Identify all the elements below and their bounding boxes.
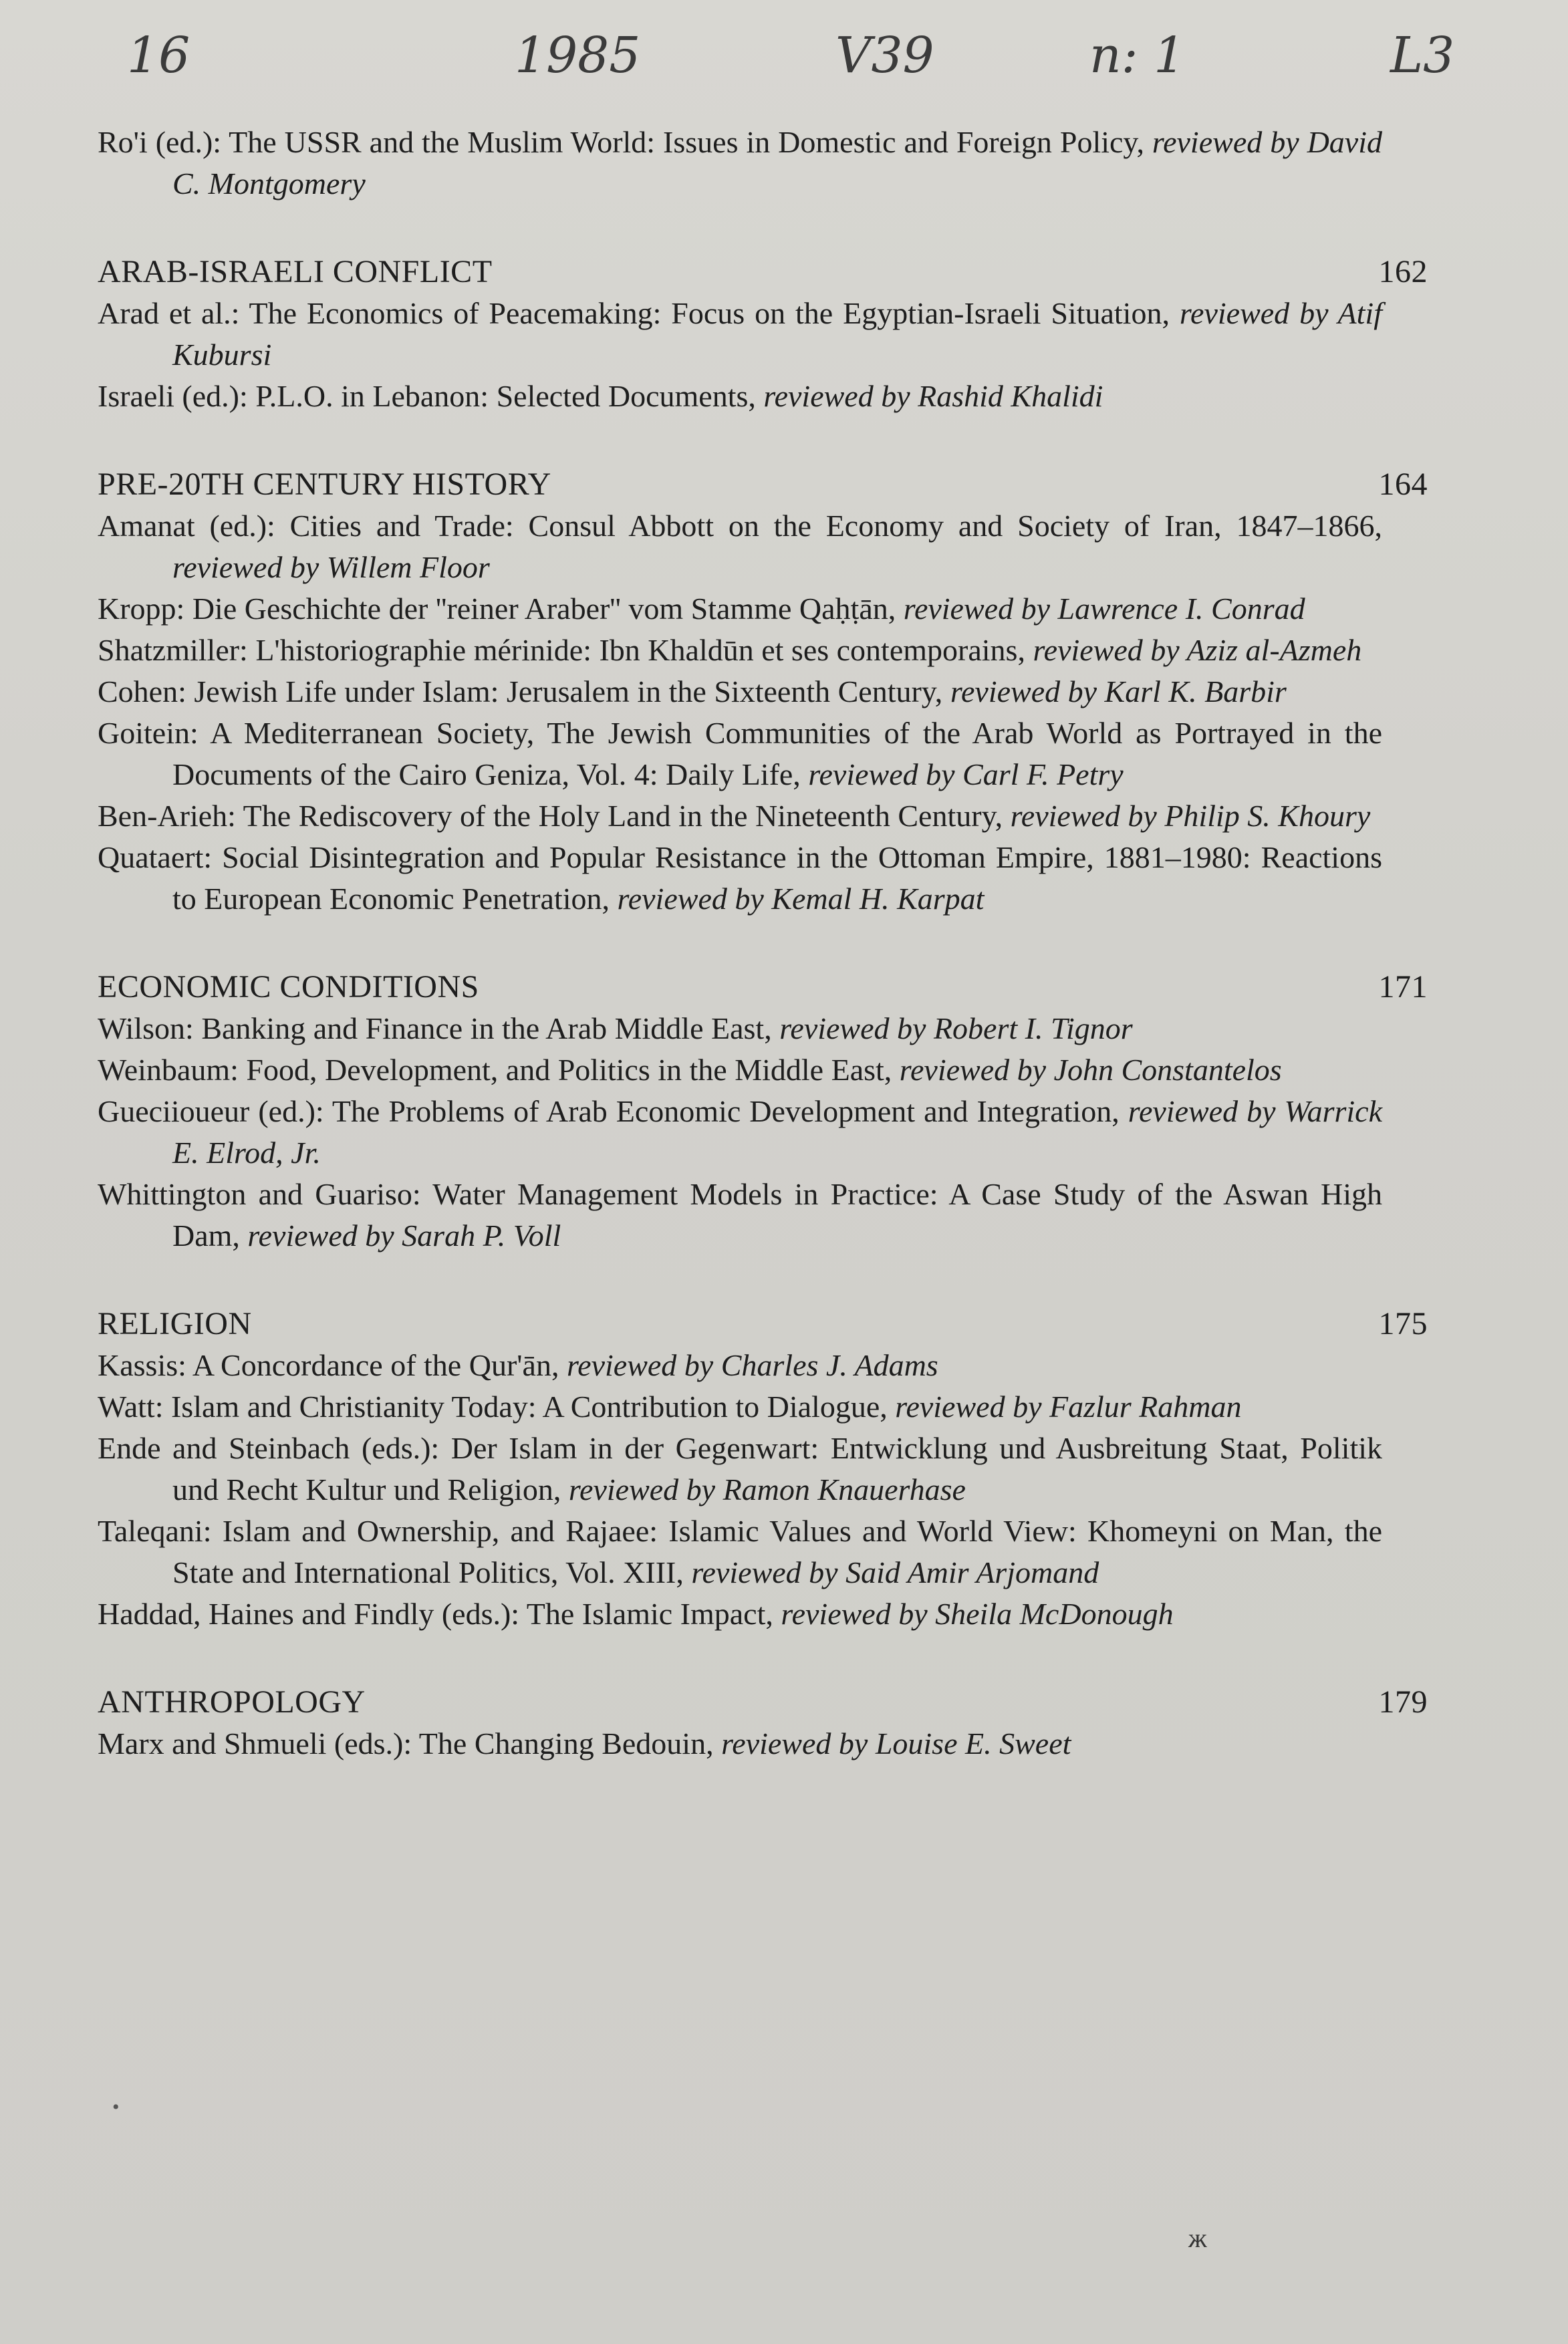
section-title: ANTHROPOLOGY [98,1684,366,1720]
section-title: ECONOMIC CONDITIONS [98,969,479,1005]
book-citation: Whittington and Guariso: Water Management Models in Practice: A Case Study of the Aswan High Dam, [98,1177,1382,1253]
review-entry [98,1049,1382,1091]
reviewer-credit: reviewed by Sheila McDonough [781,1597,1174,1631]
reviewer-credit: reviewed by John Constantelos [899,1053,1282,1087]
section-title: ARAB-ISRAELI CONFLICT [98,254,493,289]
reviewer-credit: reviewed by Karl K. Barbir [950,674,1287,708]
section-heading [98,1303,1428,1345]
book-citation: Kropp: Die Geschichte der ''reiner Araber'' vom Stamme Qaḥṭān, [98,592,904,626]
book-citation: Taleqani: Islam and Ownership, and Rajaee: Islamic Values and World View: Khomeyni on Man, the State and International Politics, Vol. XIII, [98,1514,1382,1589]
stray-mark: ж [1188,2223,1207,2253]
book-citation: Haddad, Haines and Findly (eds.): The Islamic Impact, [98,1597,781,1631]
review-entry [98,1428,1382,1511]
handwritten-note: 1985 [515,27,641,84]
book-citation: Ben-Arieh: The Rediscovery of the Holy Land in the Nineteenth Century, [98,799,1011,833]
stray-mark: • [112,2096,120,2118]
section-page-number: 179 [1378,1684,1428,1720]
review-entry [98,1345,1382,1386]
section-heading [98,1682,1428,1723]
reviewer-credit: reviewed by Charles J. Adams [566,1348,938,1382]
section-page-number: 162 [1378,254,1428,289]
review-entry [98,1723,1382,1765]
review-entry [98,1511,1382,1593]
section-page-number: 175 [1378,1306,1428,1341]
review-entry [98,505,1382,588]
review-entry [98,588,1382,630]
book-citation: Amanat (ed.): Cities and Trade: Consul Abbott on the Economy and Society of Iran, 1847–1866, [98,509,1382,543]
book-citation: Shatzmiller: L'historiographie mérinide: Ibn Khaldūn et ses contemporains, [98,633,1033,667]
review-entry [98,122,1382,205]
book-citation: Gueciioueur (ed.): The Problems of Arab Economic Development and Integration, [98,1094,1128,1128]
review-entry [98,712,1382,795]
book-citation: Weinbaum: Food, Development, and Politics in the Middle East, [98,1053,900,1087]
book-citation: Goitein: A Mediterranean Society, The Jewish Communities of the Arab World as Portrayed in the Documents of the Cairo Geniza, Vol. 4: Daily Life, [98,716,1382,791]
reviewer-credit: reviewed by Robert I. Tignor [779,1011,1133,1045]
handwritten-note: V39 [835,27,934,84]
reviewer-credit: reviewed by Carl F. Petry [808,757,1124,791]
section-page-number: 164 [1378,467,1428,502]
reviewer-credit: reviewed by Philip S. Khoury [1010,799,1371,833]
review-entry [98,795,1382,837]
reviewer-credit: reviewed by Rashid Khalidi [763,379,1103,413]
section-heading [98,464,1428,505]
toc-section [98,251,1428,417]
section-page-number: 171 [1378,969,1428,1005]
reviewer-credit: reviewed by David C. Montgomery [172,125,1382,201]
section-heading [98,251,1428,293]
reviewer-credit: reviewed by Ramon Knauerhase [568,1472,966,1507]
toc-section [98,464,1428,920]
review-entry [98,630,1382,671]
book-citation: Wilson: Banking and Finance in the Arab Middle East, [98,1011,780,1045]
review-entry [98,1593,1382,1635]
section-title: PRE-20TH CENTURY HISTORY [98,467,551,502]
reviewer-credit: reviewed by Fazlur Rahman [895,1390,1242,1424]
reviewer-credit: reviewed by Atif Kubursi [172,296,1382,372]
book-citation: Watt: Islam and Christianity Today: A Contribution to Dialogue, [98,1390,896,1424]
reviewer-credit: reviewed by Louise E. Sweet [721,1726,1071,1761]
toc-section [98,122,1428,205]
reviewer-credit: reviewed by Willem Floor [172,550,490,584]
section-title: RELIGION [98,1306,252,1341]
toc-section [98,1303,1428,1635]
reviewer-credit: reviewed by Said Amir Arjomand [691,1555,1099,1589]
book-citation: Kassis: A Concordance of the Qur'ān, [98,1348,567,1382]
book-citation: Quataert: Social Disintegration and Popular Resistance in the Ottoman Empire, 1881–1980: Reactions to European Economic Penetration, [98,840,1382,916]
toc-section [98,966,1428,1257]
review-entry [98,837,1382,920]
book-citation: Ro'i (ed.): The USSR and the Muslim World: Issues in Domestic and Foreign Policy, [98,125,1152,159]
book-citation: Marx and Shmueli (eds.): The Changing Bedouin, [98,1726,722,1761]
reviewer-credit: reviewed by Kemal H. Karpat [617,882,985,916]
review-entry [98,1174,1382,1257]
section-heading [98,966,1428,1008]
handwritten-note: L3 [1390,27,1455,84]
reviewer-credit: reviewed by Warrick E. Elrod, Jr. [172,1094,1382,1170]
toc-section [98,1682,1428,1765]
review-entry [98,1386,1382,1428]
handwritten-note: n: 1 [1089,27,1186,84]
book-citation: Arad et al.: The Economics of Peacemaking: Focus on the Egyptian-Israeli Situation, [98,296,1180,330]
review-entry [98,1091,1382,1174]
book-citation: Israeli (ed.): P.L.O. in Lebanon: Selected Documents, [98,379,764,413]
review-entry [98,293,1382,376]
reviewer-credit: reviewed by Aziz al-Azmeh [1033,633,1362,667]
book-citation: Ende and Steinbach (eds.): Der Islam in der Gegenwart: Entwicklung und Ausbreitung Staat, Politik und Recht Kultur und Religion, [98,1431,1382,1507]
review-entry [98,376,1382,417]
handwritten-note: 16 [127,27,190,84]
reviewer-credit: reviewed by Sarah P. Voll [247,1218,561,1253]
review-entry [98,671,1382,712]
review-entry [98,1008,1382,1049]
table-of-contents [98,122,1428,1765]
reviewer-credit: reviewed by Lawrence I. Conrad [903,592,1305,626]
book-citation: Cohen: Jewish Life under Islam: Jerusalem in the Sixteenth Century, [98,674,950,708]
